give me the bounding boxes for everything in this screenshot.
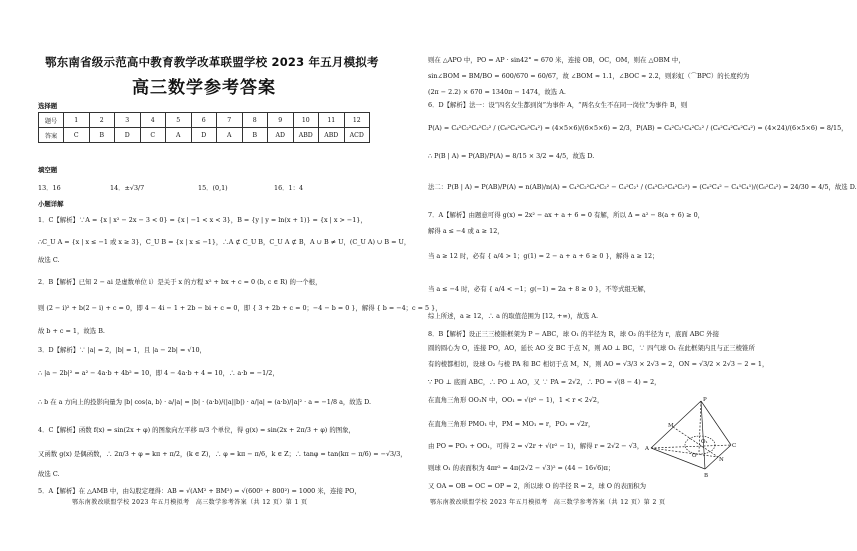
page-footer: 鄂东南教改联盟学校 2023 年五月模拟考 高三数学参考答案（共 12 页）第 2 页 — [430, 499, 666, 506]
figure-label: M — [668, 423, 674, 429]
solution-line: ∴ b 在 a 方向上的投影向量为 |b| cos⟨a, b⟩ · a/|a| = |b| · (a·b)/(|a||b|) · a/|a| = (a·b)/|a|² · a = −1/8 a，故选 D. — [38, 398, 372, 406]
figure-label: O₁ — [701, 439, 708, 445]
solution-line: 法二：P(B | A) = P(AB)/P(A) = n(AB)/n(A) = C₄²C₂²C₄²C₂² − C₄²C₂¹ / (C₄²C₂²C₄²C₂²) = (C₆²C₄² − C₄¹C₄¹)/(C₆²C₄²) = 24/30 = 4/5，故选 D. — [428, 183, 857, 191]
answer-cell: AD — [268, 128, 294, 143]
answer-cell: C — [64, 128, 90, 143]
solution-line: 当 a ≤ −4 时，必有 { a/4 < −1；g(−1) = 2a + 8 ≥ 0 }，不等式组无解， — [428, 285, 651, 293]
question-number: 12 — [344, 113, 370, 128]
answer-cell: D — [191, 128, 217, 143]
question-number: 10 — [293, 113, 319, 128]
figure-label: A — [645, 446, 649, 452]
answer-cell: C — [140, 128, 166, 143]
solution-line: 则球 O₁ 的表面积为 4πr² = 4π(2√2 − √3)² = (44 − 16√6)π； — [428, 464, 615, 472]
solution-line: 又函数 g(x) 是偶函数，∴ 2π/3 + φ = kπ + π/2，(k ∈ Z)，∴ φ = kπ − π/6，k ∈ Z；∴ tanφ = tan(kπ − π/6) = −√3/3， — [38, 450, 407, 458]
solution-line: 解得 a ≤ −4 或 a ≥ 12， — [428, 227, 504, 235]
solution-line: 则 (2 − i)² + b(2 − i) + c = 0，即 4 − 4i − 1 + 2b − bi + c = 0，即 { 3 + 2b + c = 0；−4 − b = 0 }，解得 { b = −4；c = 5 }， — [38, 304, 442, 312]
question-number: 7 — [217, 113, 243, 128]
table-row — [39, 128, 370, 143]
solution-line: 5．A【解析】在 △AMB 中，由勾股定理得：AB = √(AM² + BM²) = √(600² + 800²) = 1000 米，连接 PO， — [38, 487, 361, 495]
solution-line: (2π − 2.2) × 670 = 1340π − 1474，故选 A. — [428, 88, 566, 96]
answer-cell: ACD — [344, 128, 370, 143]
table-row-label: 题号 — [39, 113, 64, 128]
fill-answer-16: 16．1：4 — [274, 184, 304, 192]
question-number: 1 — [64, 113, 90, 128]
question-number: 8 — [242, 113, 268, 128]
solution-line: P(A) = C₄²C₂²C₄²C₂² / (C₆²C₄²C₆²C₄²) = (4×5×6)/(6×5×6) = 2/3，P(AB) = C₄²C₂¹C₄²C₂² / (C₆²C₄²C₆²C₄²) = (4×24)/(6×5×6) = 8/15， — [428, 124, 848, 132]
figure-label: N — [719, 457, 724, 463]
solution-line: 则在 △APO 中，PO = AP · sin42° ≈ 670 米，连接 OB，OC，OM，则在 △OBM 中， — [428, 56, 685, 64]
answer-cell: A — [217, 128, 243, 143]
solution-line: ∵ PO ⊥ 底面 ABC，∴ PO ⊥ AO，又 ∵ PA = 2√2，∴ PO = √(8 − 4) = 2， — [428, 378, 661, 386]
answer-cell: B — [89, 128, 115, 143]
solution-line: 由 PO = PO₁ + OO₁，可得 2 = √2r + √(r² − 1)，解得 r = 2√2 − √3， — [428, 442, 644, 450]
question-number: 9 — [268, 113, 294, 128]
figure-label: P — [703, 397, 707, 403]
solution-line: ∴C_U A = {x | x ≤ −1 或 x ≥ 3}，C_U B = {x | x ≤ −1}，∴A ⊄ C_U B，C_U A ⊄ B，A ∪ B ≠ U，(C_U A) ∪ B = U， — [38, 238, 411, 246]
figure-label: O — [692, 453, 697, 459]
choice-section-label: 选择题 — [38, 102, 58, 110]
answer-cell: ABD — [293, 128, 319, 143]
solution-line: 1．C【解析】∵A = {x | x² − 2x − 3 < 0} = {x | −1 < x < 3}，B = {y | y = ln(x + 1)} = {x | x > −1}， — [38, 216, 367, 224]
solution-line: 又 OA = OB = OC = OP = 2，所以球 O 的半径 R = 2，球 O 的表面积为 — [428, 482, 647, 490]
page-subtitle: 高三数学参考答案 — [132, 78, 276, 98]
solution-line: 7．A【解析】由题意可得 g(x) = 2x² − ax + a + 6 = 0 有解，所以 Δ = a² − 8(a + 6) ≥ 0， — [428, 211, 705, 219]
solution-line: 3．D【解析】∵ |a| = 2，|b| = 1，且 |a − 2b| = √10， — [38, 346, 206, 354]
solution-line: 故选 C. — [38, 256, 60, 264]
solution-line: 8．B【解析】设正三三棱锥框架为 P − ABC，球 O₁ 的半径为 R，球 O₂ 的半径为 r，底面 ABC 外接 — [428, 330, 719, 338]
solution-line: 在直角三角形 OO₁N 中，OO₁ = √(r² − 1)，1 < r < 2√2， — [428, 396, 604, 404]
solution-line: sin∠BOM = BM/BO = 600/670 = 60/67，故 ∠BOM ≈ 1.1，∠BOC ≈ 2.2，则彩虹（⌒BPC）的长度约为 — [428, 72, 750, 80]
solution-line: 故选 C. — [38, 470, 60, 478]
solution-line: 6．D【解析】法一：设“四名女生都到岗”为事件 A，“两名女生不在同一岗位”为事件 B，则 — [428, 101, 688, 109]
solution-line: ∴ P(B | A) = P(AB)/P(A) = 8/15 × 3/2 = 4/5，故选 D. — [428, 152, 595, 160]
solution-line: 圆的圆心为 O，连接 PO，AO，延长 AO 交 BC 于点 N，则 AO ⊥ BC，∵ 四气球 O₁ 在此框架内且与正三棱锥所 — [428, 344, 755, 352]
answer-cell: D — [115, 128, 141, 143]
question-number: 11 — [319, 113, 345, 128]
solution-line: 2．B【解析】已知 2 − ai 是虚数单位 i）是关于 x 的方程 x² + bx + c = 0 (b, c ∈ R) 的一个根， — [38, 278, 322, 286]
solution-line: ∴ |a − 2b|² = a² − 4a·b + 4b² = 10，即 4 − 4a·b + 4 = 10，∴ a·b = −1/2， — [38, 369, 279, 377]
fill-answer-14: 14．±√3/7 — [110, 184, 145, 192]
solution-line: 故 b + c = 1，故选 B. — [38, 327, 105, 335]
figure-label: B — [704, 473, 709, 479]
answer-cell: ABD — [319, 128, 345, 143]
figure-label: C — [732, 443, 737, 449]
right-page — [400, 0, 857, 551]
fill-answer-15: 15．(0,1) — [198, 184, 228, 192]
table-row — [39, 113, 370, 128]
answer-cell: A — [166, 128, 192, 143]
fill-answer-13: 13．16 — [38, 184, 61, 192]
question-number: 2 — [89, 113, 115, 128]
solution-line: 当 a ≥ 12 时，必有 { a/4 > 1；g(1) = 2 − a + a + 6 ≥ 0 }，解得 a ≥ 12； — [428, 252, 659, 260]
solution-line: 在直角三角形 PMO₁ 中，PM = MO₁ = r，PO₁ = √2r， — [428, 420, 595, 428]
fill-section-label: 填空题 — [38, 166, 58, 174]
page-footer: 鄂东南教改联盟学校 2023 年五月模拟考 高三数学参考答案（共 12 页）第 1 页 — [72, 499, 308, 506]
table-row-label: 答案 — [39, 128, 64, 143]
question-number: 5 — [166, 113, 192, 128]
question-number: 4 — [140, 113, 166, 128]
solution-line: 4．C【解析】函数 f(x) = sin(2x + φ) 的图象向左平移 π/3 个单位，得 g(x) = sin(2x + 2π/3 + φ) 的图象， — [38, 426, 355, 434]
exam-title: 鄂东南省级示范高中教育教学改革联盟学校 2023 年五月模拟考 — [45, 55, 379, 69]
question-number: 6 — [191, 113, 217, 128]
answer-cell: B — [242, 128, 268, 143]
solution-line: 有的棱都相切，设球 O₂ 与棱 PA 和 BC 相切于点 M，N，则 AO = √3/3 × 2√3 = 2，ON = √3/2 × 2√3 − 2 = 1， — [428, 360, 769, 368]
answer-table — [38, 112, 370, 143]
solution-line: 综上所述，a ≥ 12，∴ a 的取值范围为 [12, +∞)，故选 A. — [428, 312, 599, 320]
pyramid-figure — [645, 395, 737, 490]
question-number: 3 — [115, 113, 141, 128]
detail-section-label: 小题详解 — [38, 200, 64, 208]
